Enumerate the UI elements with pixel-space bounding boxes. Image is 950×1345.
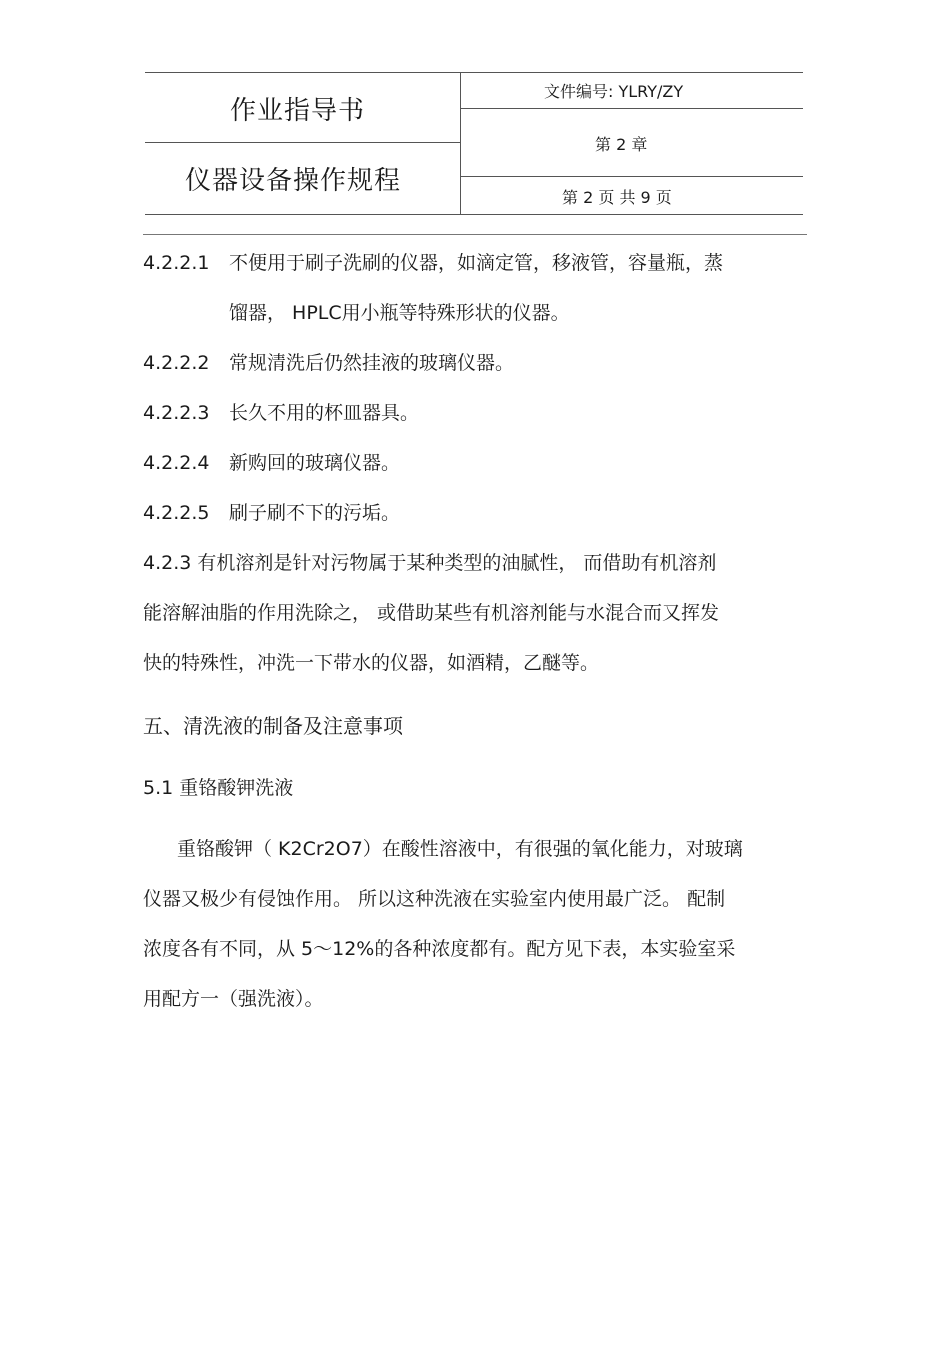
header-divider (460, 72, 461, 214)
item-423-line-3: 快的特殊性，冲洗一下带水的仪器，如酒精，乙醚等。 (143, 652, 600, 674)
item-text: 新购回的玻璃仪器。 (229, 452, 401, 474)
item-423-line-2: 能溶解油脂的作用洗除之， 或借助某些有机溶剂能与水混合而又挥发 (143, 602, 720, 624)
header-right-rule-1 (460, 108, 803, 109)
para-51-line-3: 浓度各有不同，从 5～12%的各种浓度都有。配方见下表，本实验室采 (143, 938, 736, 960)
item-4225 (143, 498, 400, 525)
item-423-line-1: 4.2.3 有机溶剂是针对污物属于某种类型的油腻性， 而借助有机溶剂 (143, 552, 717, 574)
item-number: 4.2.2.2 (143, 352, 210, 374)
page-info: 第 2 页 共 9 页 (562, 188, 672, 207)
item-4222 (143, 348, 514, 375)
para-51-line-1: 重铬酸钾（ K2Cr2O7）在酸性溶液中，有很强的氧化能力，对玻璃 (177, 838, 743, 860)
item-4223 (143, 398, 419, 425)
page-separator-rule (143, 234, 807, 235)
item-text: 常规清洗后仍然挂液的玻璃仪器。 (229, 352, 515, 374)
item-text: 刷子刷不下的污垢。 (229, 502, 401, 524)
item-number: 4.2.2.4 (143, 452, 210, 474)
section-5-heading: 五、清洗液的制备及注意事项 (143, 714, 403, 738)
item-number: 4.2.2.5 (143, 502, 210, 524)
header-title-bottom: 仪器设备操作规程 (185, 166, 402, 196)
item-number: 4.2.2.1 (143, 252, 210, 274)
item-number: 4.2.2.3 (143, 402, 210, 424)
item-4221 (143, 248, 723, 275)
header-right-rule-2 (460, 176, 803, 177)
chapter-label: 第 2 章 (595, 135, 648, 154)
item-text: 长久不用的杯皿器具。 (229, 402, 420, 424)
item-text: 不便用于刷子洗刷的仪器，如滴定管，移液管，容量瓶，蒸 (229, 252, 724, 274)
para-51-line-2: 仪器又极少有侵蚀作用。 所以这种洗液在实验室内使用最广泛。 配制 (143, 888, 726, 910)
item-4221-continued: 馏器， HPLC用小瓶等特殊形状的仪器。 (229, 302, 570, 324)
header-left-mid-rule (145, 142, 460, 143)
para-51-line-4: 用配方一（强洗液）。 (143, 988, 324, 1010)
item-4224 (143, 448, 400, 475)
file-number: 文件编号: YLRY/ZY (544, 82, 684, 101)
header-bottom-rule (145, 214, 803, 215)
header-top-rule (145, 72, 803, 73)
subsection-51-heading: 5.1 重铬酸钾洗液 (143, 777, 294, 799)
header-title-top: 作业指导书 (230, 96, 366, 126)
